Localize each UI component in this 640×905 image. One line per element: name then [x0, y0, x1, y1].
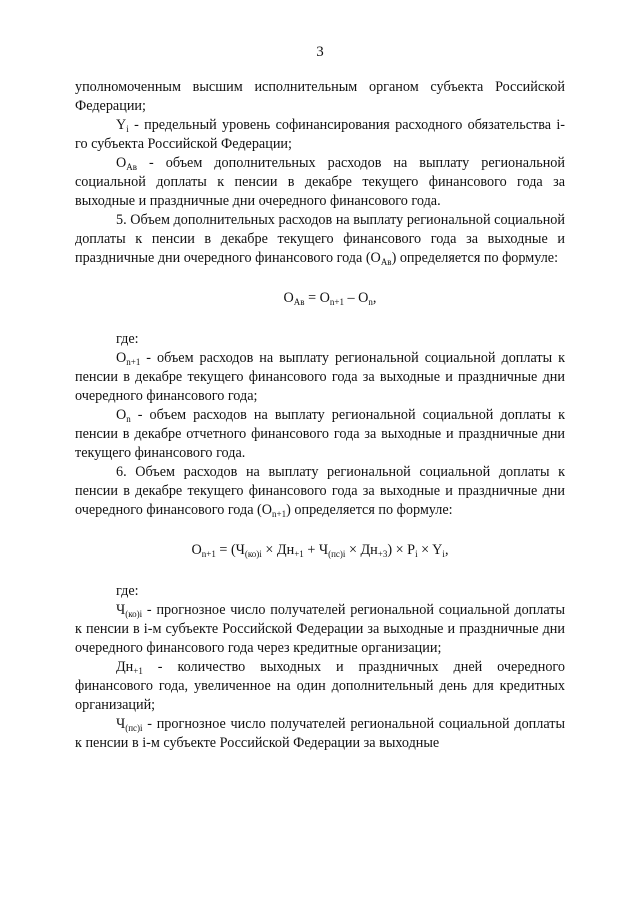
definition-chps: [75, 715, 565, 753]
term-subscript: (пс)i: [125, 723, 143, 733]
term-subscript: (ко)i: [125, 609, 143, 619]
clause-6: [75, 463, 565, 520]
term-symbol: О: [116, 155, 127, 171]
definition-dn1: [75, 658, 565, 715]
term-symbol: О: [116, 407, 127, 423]
definition-oav: [75, 154, 565, 211]
clause-subscript: n+1: [272, 509, 287, 519]
term-subscript: n+1: [126, 357, 141, 367]
formula-oav: $О_{Ав} = О_{n+1} - О_n$,: [283, 290, 377, 307]
definition-text: - предельный уровень софинансирования расходного обязательства i-го субъекта Российской Федерации;: [75, 117, 565, 152]
definition-yi: [75, 116, 565, 154]
definition-text: - объем расходов на выплату региональной социальной доплаты к пенсии в декабре отчетного финансового года за выходные и праздничные дни текущего финансового года.: [75, 407, 565, 461]
clause-tail: ) определяется по формуле:: [286, 502, 453, 518]
formula-on1: $О_{n+1} = (Ч_{(ко)i} \times Дн_{+1} + Ч_{(пс)i} \times Дн_{+3}) \times P_i \times Y_i$,: [191, 542, 449, 559]
clause-text: 5. Объем дополнительных расходов на выплату региональной социальной доплаты к пенсии в декабре текущего финансового года за выходные и праздничные дни очередного финансового года (О: [75, 212, 565, 266]
paragraph-text: уполномоченным высшим исполнительным органом субъекта Российской Федерации;: [75, 79, 565, 114]
definition-text: - объем дополнительных расходов на выплату региональной социальной доплаты к пенсии в декабре текущего финансового года за выходные и праздничные дни очередного финансового года.: [75, 155, 565, 209]
definition-on: [75, 406, 565, 463]
paragraph-continuation: [75, 78, 565, 116]
where-label: где:: [116, 583, 139, 599]
clause-subscript: Ав: [380, 257, 392, 267]
definition-text: - прогнозное число получателей региональной социальной доплаты к пенсии в i-м субъекте Российской Федерации за выходные и праздничные дни очередного финансового года через кредитные организации;: [75, 602, 565, 656]
clause-5: [75, 211, 565, 268]
term-symbol: Ч: [116, 602, 126, 618]
clause-text: 6. Объем расходов на выплату региональной социальной доплаты к пенсии в декабре текущего финансового года за выходные и праздничные дни очередного финансового года (О: [75, 464, 565, 518]
term-subscript: Ав: [126, 162, 137, 172]
where-label: где:: [116, 331, 139, 347]
term-subscript: i: [126, 124, 129, 134]
definition-text: - количество выходных и праздничных дней очередного финансового года, увеличенное на один дополнительный день для кредитных организаций;: [75, 659, 565, 713]
term-subscript: n: [126, 414, 131, 424]
definition-text: - прогнозное число получателей региональной социальной доплаты к пенсии в i-м субъекте Российской Федерации за выходные: [75, 716, 565, 751]
term-symbol: Дн: [116, 659, 134, 675]
document-body: [75, 78, 565, 753]
term-symbol: Ч: [116, 716, 126, 732]
term-subscript: +1: [133, 666, 143, 676]
term-symbol: Y: [116, 117, 127, 133]
definition-chko: [75, 601, 565, 658]
page-number: 3: [316, 44, 324, 60]
clause-tail: ) определяется по формуле:: [391, 250, 559, 266]
definition-on1: [75, 349, 565, 406]
term-symbol: О: [116, 350, 127, 366]
definition-text: - объем расходов на выплату региональной социальной доплаты к пенсии в декабре текущего финансового года за выходные и праздничные дни очередного финансового года;: [75, 350, 565, 404]
